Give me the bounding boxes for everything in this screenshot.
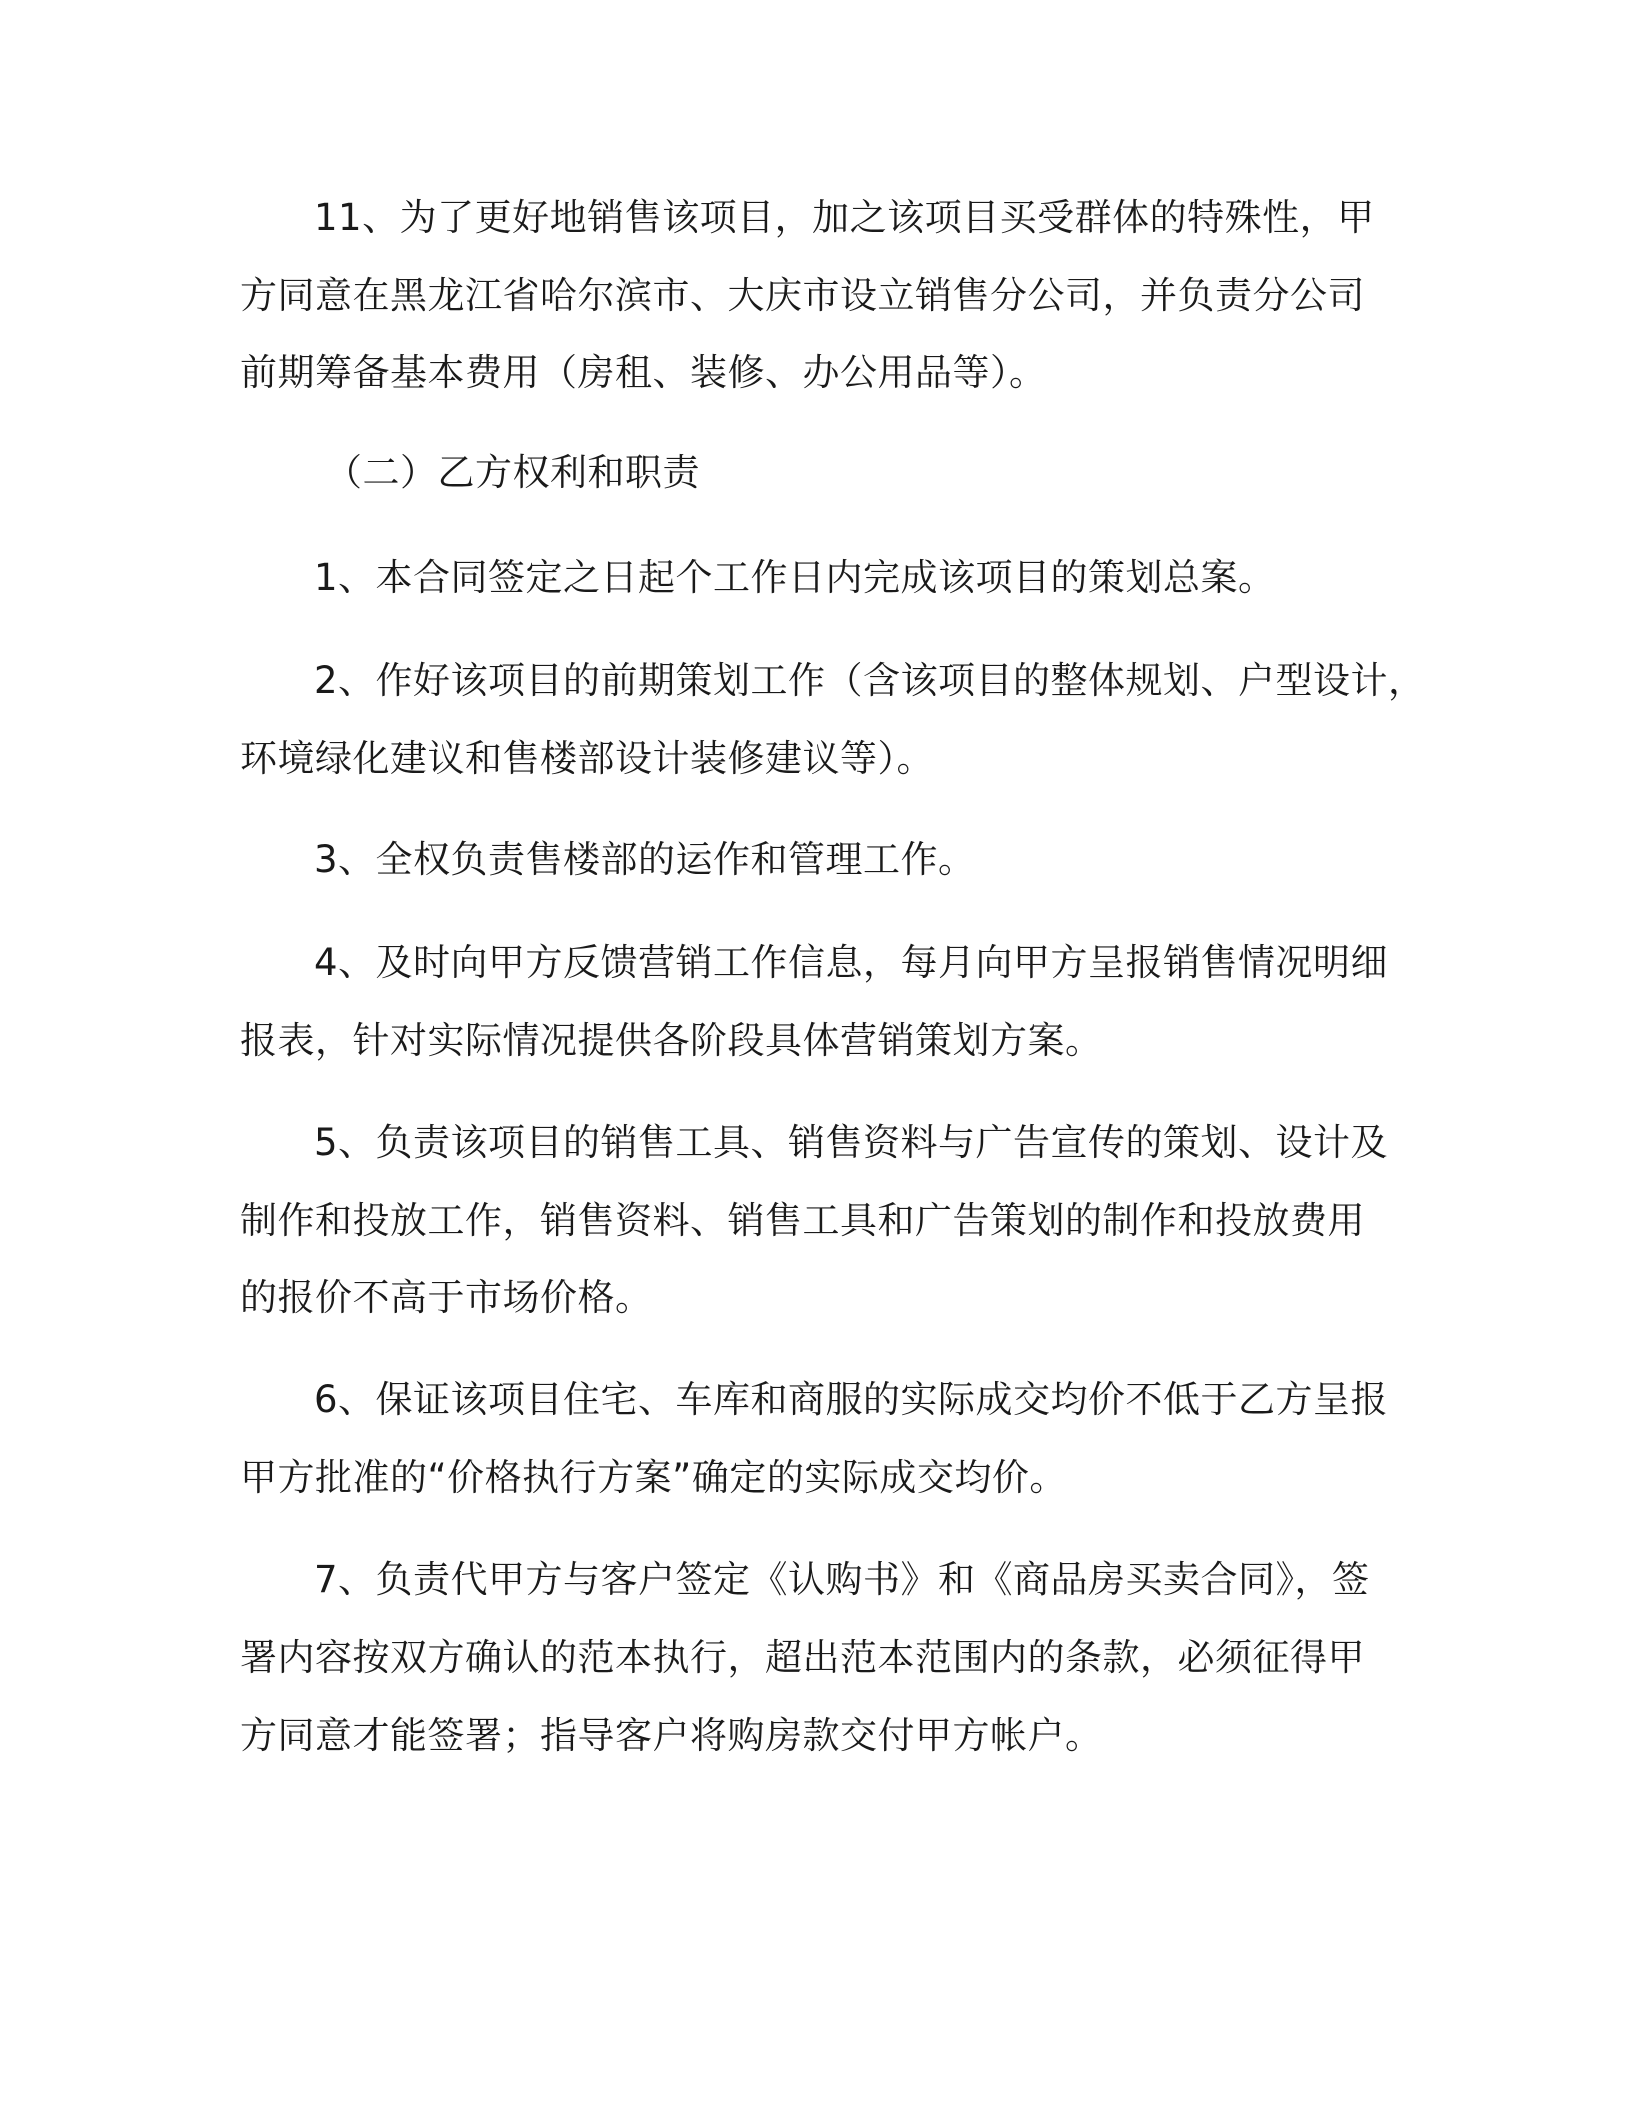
paragraph-2-line-1: 2、作好该项目的前期策划工作（含该项目的整体规划、户型设计， bbox=[314, 659, 1426, 702]
section-heading: （二）乙方权利和职责 bbox=[325, 451, 700, 494]
paragraph-3-line-1: 3、全权负责售楼部的运作和管理工作。 bbox=[314, 838, 976, 881]
paragraph-5-line-3: 的报价不高于市场价格。 bbox=[240, 1276, 653, 1319]
paragraph-5-line-2: 制作和投放工作，销售资料、销售工具和广告策划的制作和投放费用 bbox=[240, 1199, 1365, 1242]
paragraph-11-line-1: 11、为了更好地销售该项目，加之该项目买受群体的特殊性，甲 bbox=[314, 196, 1375, 239]
paragraph-7-line-3: 方同意才能签署；指导客户将购房款交付甲方帐户。 bbox=[240, 1714, 1103, 1757]
paragraph-6-line-1: 6、保证该项目住宅、车库和商服的实际成交均价不低于乙方呈报 bbox=[314, 1378, 1389, 1421]
paragraph-2-line-2: 环境绿化建议和售楼部设计装修建议等）。 bbox=[240, 737, 934, 780]
paragraph-7-line-2: 署内容按双方确认的范本执行，超出范本范围内的条款，必须征得甲 bbox=[240, 1636, 1365, 1679]
paragraph-4-line-1: 4、及时向甲方反馈营销工作信息，每月向甲方呈报销售情况明细 bbox=[314, 941, 1389, 984]
paragraph-11-line-3: 前期筹备基本费用（房租、装修、办公用品等）。 bbox=[240, 351, 1047, 394]
paragraph-11-line-2: 方同意在黑龙江省哈尔滨市、大庆市设立销售分公司，并负责分公司 bbox=[240, 274, 1365, 317]
paragraph-6-line-2: 甲方批准的“价格执行方案”确定的实际成交均价。 bbox=[240, 1456, 1067, 1499]
paragraph-7-line-1: 7、负责代甲方与客户签定《认购书》和《商品房买卖合同》，签 bbox=[314, 1558, 1370, 1601]
paragraph-4-line-2: 报表，针对实际情况提供各阶段具体营销策划方案。 bbox=[240, 1019, 1103, 1062]
paragraph-5-line-1: 5、负责该项目的销售工具、销售资料与广告宣传的策划、设计及 bbox=[314, 1121, 1389, 1164]
paragraph-1-line-1: 1、本合同签定之日起个工作日内完成该项目的策划总案。 bbox=[314, 556, 1276, 599]
